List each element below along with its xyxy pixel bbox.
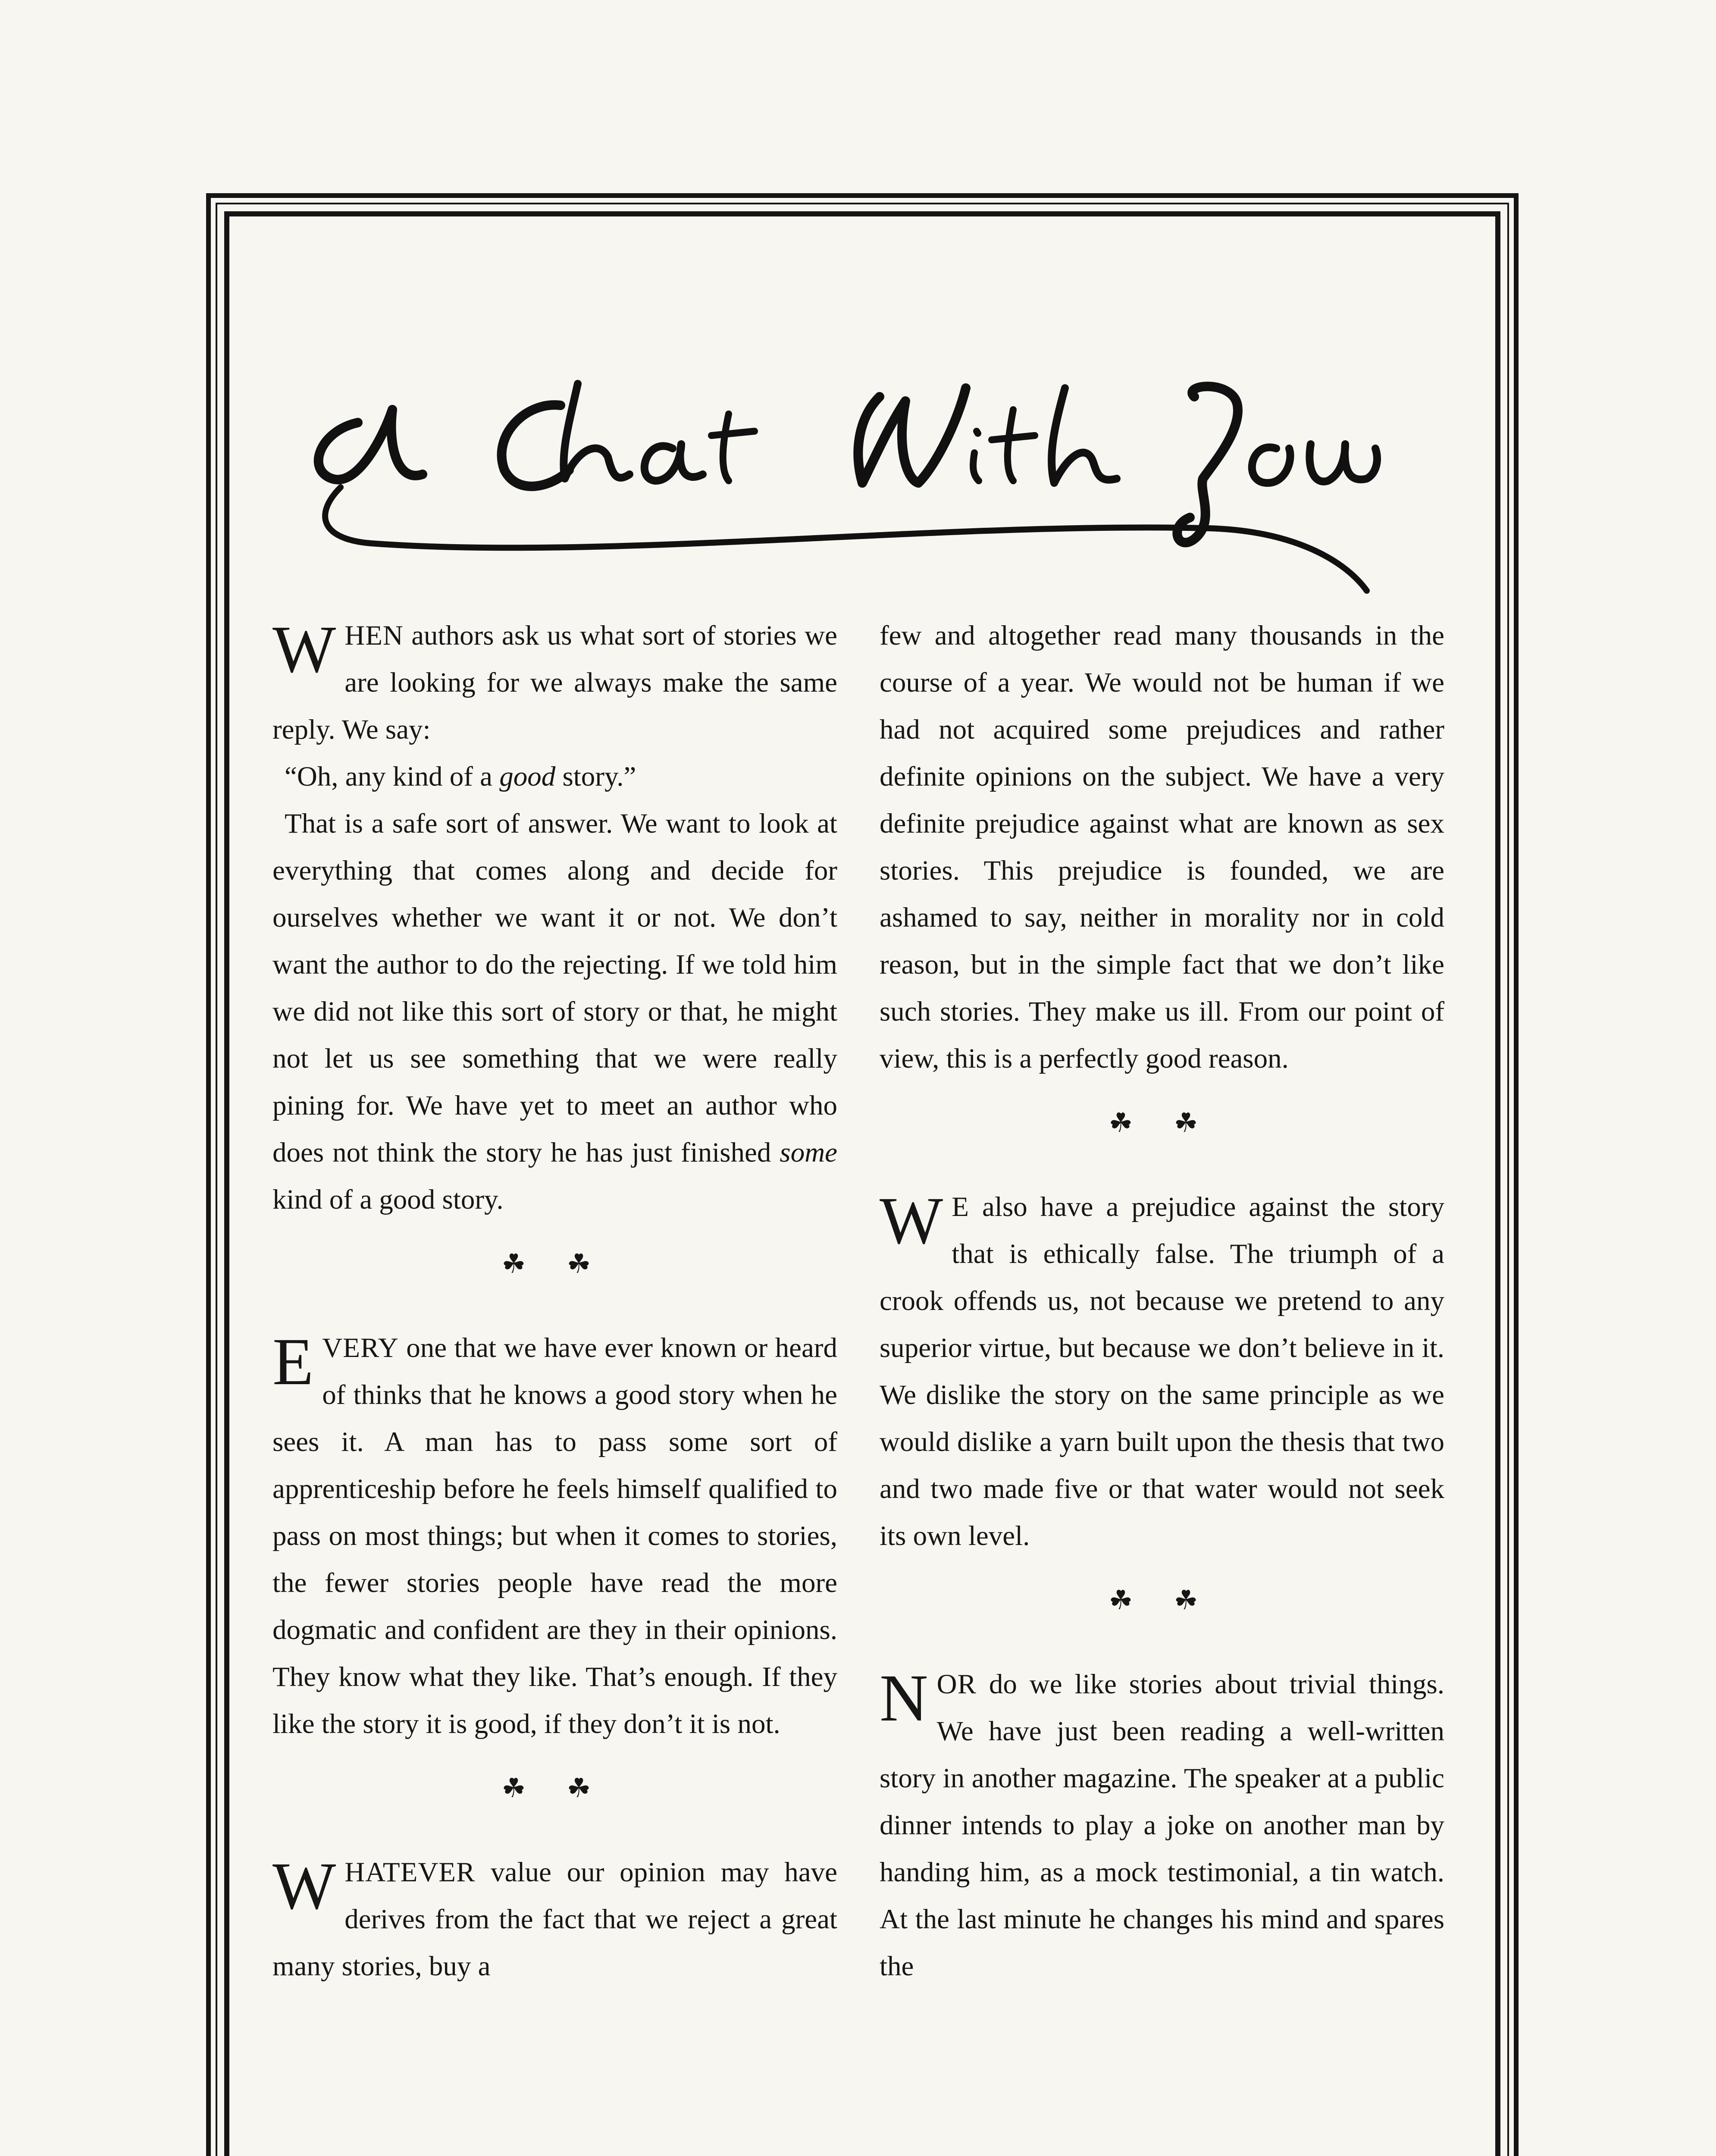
drop-cap: W	[272, 612, 336, 686]
section-divider-ornament: ☘ ☘	[501, 1250, 608, 1279]
left-column	[272, 612, 837, 1990]
article-quote: “Oh, any kind of a good story.”	[285, 761, 636, 792]
drop-cap: E	[272, 1324, 314, 1399]
section-divider-ornament: ☘ ☘	[1109, 1109, 1215, 1138]
drop-cap: N	[880, 1661, 928, 1735]
article-paragraph: WHATEVER value our opinion may have derives from the fact that we reject a great many stories, buy a	[272, 1849, 837, 1982]
article-paragraph: EVERY one that we have ever known or heard of thinks that he knows a good story when he sees it. A man has to pass some sort of apprenticeship before he feels himself qualified to pass on most things; but when it comes to stories, the fewer stories people have read the more dogmatic and confident are they in their opinions. They know what they like. That’s enough. If they like the story it is good, if they don’t it is not.	[272, 1324, 837, 1739]
section-divider-ornament: ☘ ☘	[501, 1774, 608, 1803]
section-divider-ornament: ☘ ☘	[1109, 1586, 1215, 1615]
article-paragraph: That is a safe sort of answer. We want to look at everything that comes along and decide for ourselves whether we want it or not. We don’t want the author to do the rejecting. If we told him we did not like this sort of story or that, he might not let us see something that we were really pining for. We have yet to meet an author who does not think the story he has just finished some kind of a good story.	[272, 808, 837, 1215]
drop-cap: W	[272, 1849, 336, 1923]
drop-cap: W	[880, 1183, 943, 1258]
article-paragraph: WHEN authors ask us what sort of stories we are looking for we always make the same reply. We say:	[272, 612, 837, 745]
script-title-logo	[302, 358, 1406, 625]
right-column	[880, 612, 1444, 1990]
article-paragraph: few and altogether read many thousands in the course of a year. We would not be human if we had not acquired some prejudices and rather definite opinions on the subject. We have a very definite prejudice against what are known as sex stories. This prejudice is founded, we are ashamed to say, neither in morality nor in cold reason, but in the simple fact that we don’t like such stories. They make us ill. From our point of view, this is a perfectly good reason.	[880, 620, 1444, 1074]
article-paragraph: W E also have a prejudice against the story that is ethically false. The triumph of a crook offends us, not because we pretend to any superior virtue, but because we don’t believe in it. We dislike the story on the same principle as we would dislike a yarn built upon the thesis that two and two made five or that water would not seek its own level.	[880, 1183, 1444, 1551]
article-paragraph: NOR do we like stories about trivial things. We have just been reading a well-written story in another magazine. The speaker at a public dinner intends to play a joke on another man by handing him, as a mock testimonial, a tin watch. At the last minute he changes his mind and spares the	[880, 1661, 1444, 1982]
